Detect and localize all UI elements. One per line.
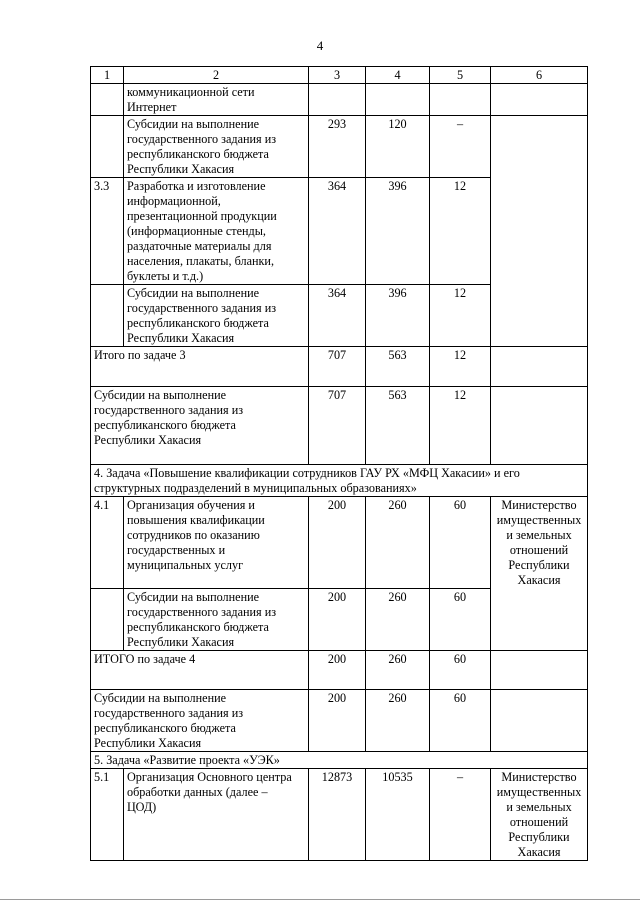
total-label xyxy=(91,347,309,387)
row-number: 5.1 xyxy=(91,769,124,861)
value-col4: 396 xyxy=(366,178,430,285)
text-line: государственного задания из xyxy=(127,301,277,315)
text-line: информационной, xyxy=(127,194,221,208)
value-col5: 12 xyxy=(430,285,491,347)
value-col5: 12 xyxy=(430,178,491,285)
text-line: государственного задания из xyxy=(94,403,244,417)
text-line: государственного задания из xyxy=(94,706,244,720)
text-line: Министерство xyxy=(501,498,577,512)
value-col5: 60 xyxy=(430,497,491,589)
text-line: Республики xyxy=(508,830,570,844)
section-row xyxy=(91,465,588,497)
page-bottom-rule xyxy=(0,899,640,900)
col-header-6: 6 xyxy=(491,67,588,84)
text-line: Организация обучения и xyxy=(127,498,255,512)
value-col5: 12 xyxy=(430,387,491,465)
responsible-cell xyxy=(491,769,588,861)
value-col3: 364 xyxy=(309,178,366,285)
text-line: муниципальных услуг xyxy=(127,558,244,572)
row-description xyxy=(124,178,309,285)
text-line: Республики Хакасия xyxy=(127,162,235,176)
row-number: 4.1 xyxy=(91,497,124,589)
text-line: Республики xyxy=(508,558,570,572)
text-line: Субсидии на выполнение xyxy=(127,117,260,131)
text-line: Республики Хакасия xyxy=(127,331,235,345)
value-col3 xyxy=(309,84,366,116)
value-col5: 60 xyxy=(430,589,491,651)
responsible-cell xyxy=(491,651,588,690)
responsible-cell xyxy=(491,497,588,651)
text-line: государственного задания из xyxy=(127,132,277,146)
responsible-cell xyxy=(491,84,588,116)
value-col3: 200 xyxy=(309,651,366,690)
total-label xyxy=(91,387,309,465)
text-line: Субсидии на выполнение xyxy=(94,691,227,705)
row-description xyxy=(124,116,309,178)
col-header-5: 5 xyxy=(430,67,491,84)
text-line: ИТОГО по задаче 4 xyxy=(94,652,196,666)
table-row xyxy=(91,497,588,589)
total-label xyxy=(91,651,309,690)
value-col5 xyxy=(430,84,491,116)
text-line: Хакасия xyxy=(517,573,561,587)
program-table xyxy=(90,66,588,861)
col-header-4: 4 xyxy=(366,67,430,84)
value-col4: 396 xyxy=(366,285,430,347)
value-col4: 260 xyxy=(366,651,430,690)
text-line: государственных и xyxy=(127,543,226,557)
col-header-1: 1 xyxy=(91,67,124,84)
column-number-row xyxy=(91,67,588,84)
text-line: и земельных xyxy=(506,528,572,542)
value-col3: 707 xyxy=(309,387,366,465)
value-col4 xyxy=(366,84,430,116)
total-row xyxy=(91,387,588,465)
value-col5: – xyxy=(430,769,491,861)
value-col3: 12873 xyxy=(309,769,366,861)
text-line: республиканского бюджета xyxy=(127,147,269,161)
value-col4: 260 xyxy=(366,589,430,651)
value-col4: 120 xyxy=(366,116,430,178)
table-row xyxy=(91,116,588,178)
text-line: имущественных xyxy=(496,785,582,799)
row-description xyxy=(124,589,309,651)
text-line: государственного задания из xyxy=(127,605,277,619)
row-number xyxy=(91,285,124,347)
text-line: республиканского бюджета xyxy=(94,721,236,735)
section-title xyxy=(91,752,588,769)
total-label xyxy=(91,690,309,752)
text-line: Интернет xyxy=(127,100,177,114)
responsible-cell xyxy=(491,116,588,347)
row-description xyxy=(124,285,309,347)
text-line: Организация Основного центра xyxy=(127,770,292,784)
text-line: Субсидии на выполнение xyxy=(127,590,260,604)
responsible-cell xyxy=(491,690,588,752)
value-col3: 364 xyxy=(309,285,366,347)
text-line: Субсидии на выполнение xyxy=(94,388,227,402)
row-number xyxy=(91,116,124,178)
value-col4: 260 xyxy=(366,497,430,589)
text-line: Хакасия xyxy=(517,845,561,859)
text-line: Министерство xyxy=(501,770,577,784)
col-header-2: 2 xyxy=(124,67,309,84)
text-line: Республики Хакасия xyxy=(94,736,202,750)
table-row xyxy=(91,769,588,861)
total-row xyxy=(91,651,588,690)
text-line: ЦОД) xyxy=(127,800,157,814)
value-col5: – xyxy=(430,116,491,178)
value-col3: 200 xyxy=(309,690,366,752)
text-line: сотрудников по оказанию xyxy=(127,528,260,542)
text-line: буклеты и т.д.) xyxy=(127,269,204,283)
row-description xyxy=(124,84,309,116)
text-line: структурных подразделений в муниципальных образованиях» xyxy=(94,481,417,495)
text-line: республиканского бюджета xyxy=(127,316,269,330)
text-line: населения, плакаты, бланки, xyxy=(127,254,274,268)
value-col4: 10535 xyxy=(366,769,430,861)
value-col5: 60 xyxy=(430,690,491,752)
responsible-cell xyxy=(491,387,588,465)
value-col3: 293 xyxy=(309,116,366,178)
text-line: раздаточные материалы для xyxy=(127,239,272,253)
total-row xyxy=(91,690,588,752)
text-line: обработки данных (далее – xyxy=(127,785,268,799)
text-line: и земельных xyxy=(506,800,572,814)
value-col3: 200 xyxy=(309,589,366,651)
row-number xyxy=(91,84,124,116)
row-number: 3.3 xyxy=(91,178,124,285)
text-line: Итого по задаче 3 xyxy=(94,348,186,362)
text-line: повышения квалификации xyxy=(127,513,265,527)
text-line: имущественных xyxy=(496,513,582,527)
col-header-3: 3 xyxy=(309,67,366,84)
text-line: Разработка и изготовление xyxy=(127,179,266,193)
value-col3: 707 xyxy=(309,347,366,387)
text-line: Субсидии на выполнение xyxy=(127,286,260,300)
page-number: 4 xyxy=(316,38,324,53)
value-col3: 200 xyxy=(309,497,366,589)
value-col5: 60 xyxy=(430,651,491,690)
text-line: презентационной продукции xyxy=(127,209,277,223)
text-line: коммуникационной сети xyxy=(127,85,255,99)
text-line: 5. Задача «Развитие проекта «УЭК» xyxy=(94,753,280,767)
text-line: Республики Хакасия xyxy=(127,635,235,649)
value-col4: 563 xyxy=(366,347,430,387)
text-line: отношений xyxy=(509,815,569,829)
text-line: Республики Хакасия xyxy=(94,433,202,447)
text-line: отношений xyxy=(509,543,569,557)
text-line: (информационные стенды, xyxy=(127,224,266,238)
responsible-cell xyxy=(491,347,588,387)
text-line: 4. Задача «Повышение квалификации сотрудников ГАУ РХ «МФЦ Хакасии» и его xyxy=(94,466,520,480)
value-col4: 260 xyxy=(366,690,430,752)
section-title xyxy=(91,465,588,497)
value-col5: 12 xyxy=(430,347,491,387)
row-description xyxy=(124,769,309,861)
text-line: республиканского бюджета xyxy=(127,620,269,634)
total-row xyxy=(91,347,588,387)
section-row xyxy=(91,752,588,769)
row-description xyxy=(124,497,309,589)
text-line: республиканского бюджета xyxy=(94,418,236,432)
table-row xyxy=(91,84,588,116)
row-number xyxy=(91,589,124,651)
value-col4: 563 xyxy=(366,387,430,465)
